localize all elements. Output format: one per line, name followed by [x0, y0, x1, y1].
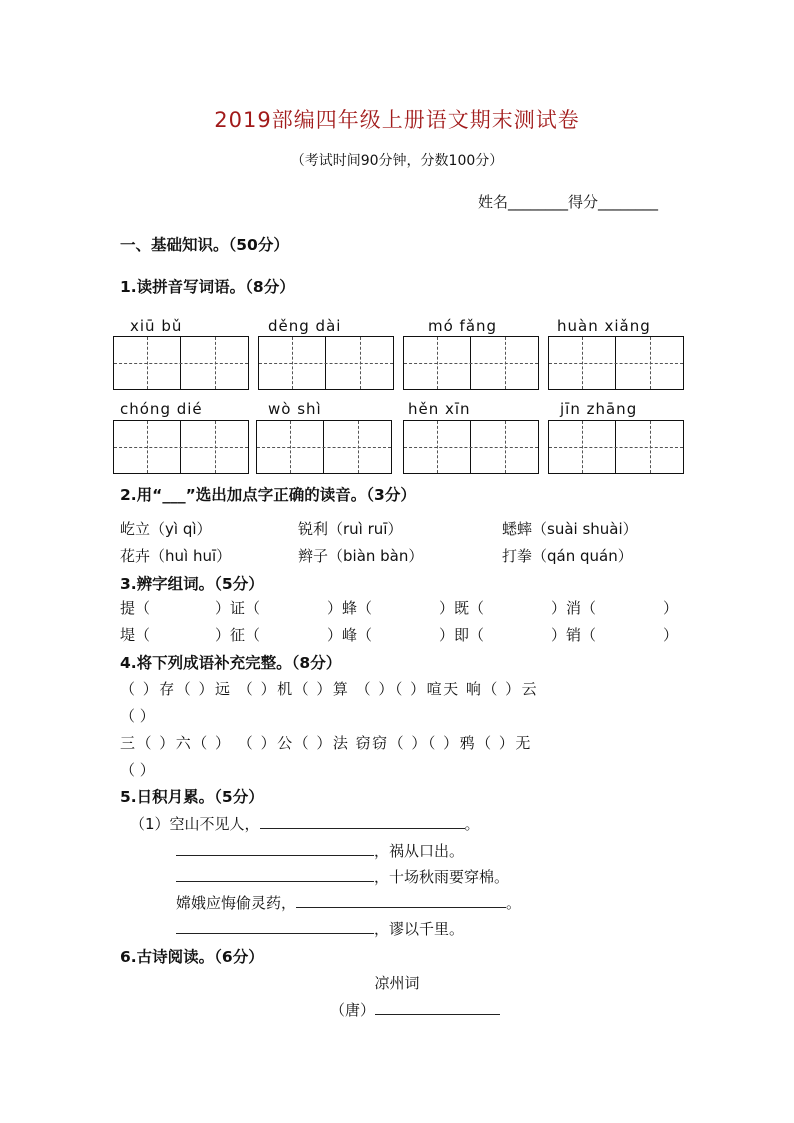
pronunciation-item: 打拳（qán quán） — [502, 547, 633, 565]
writing-grid[interactable] — [113, 336, 249, 390]
q2-heading: 2.用“___”选出加点字正确的读音。（3分） — [120, 486, 416, 504]
pinyin-label: xiū bǔ — [130, 317, 183, 335]
answer-blank[interactable] — [296, 892, 506, 908]
pronunciation-item: 蟋蟀（suài shuài） — [502, 520, 638, 538]
fill-line — [176, 892, 521, 913]
page-title: 2019部编四年级上册语文期末测试卷 — [214, 108, 580, 132]
pronunciation-item: 花卉（huì huī） — [120, 547, 232, 565]
word-pair: 堤（ — [120, 626, 151, 644]
pinyin-label: děng dài — [268, 317, 342, 335]
word-pair: ）证（ — [215, 599, 261, 617]
writing-grid[interactable] — [256, 420, 392, 474]
word-pair: 提（ — [120, 599, 151, 617]
word-pair: ） — [663, 626, 679, 644]
fill-line — [130, 813, 480, 834]
pinyin-label: chóng dié — [120, 400, 203, 418]
fill-line — [176, 918, 464, 939]
q3-heading: 3.辨字组词。（5分） — [120, 575, 264, 593]
answer-blank[interactable] — [176, 866, 374, 882]
writing-grid[interactable] — [548, 336, 684, 390]
word-pair: ）蜂（ — [327, 599, 373, 617]
pronunciation-item: 屹立（yì qì） — [120, 520, 212, 538]
name-score-field: 姓名________得分________ — [478, 193, 659, 211]
word-pair: ）即（ — [439, 626, 485, 644]
fill-prefix: 嫦娥应悔偷灵药， — [176, 894, 297, 912]
q4-heading: 4.将下列成语补充完整。（8分） — [120, 654, 342, 672]
writing-grid[interactable] — [548, 420, 684, 474]
answer-blank[interactable] — [176, 918, 374, 934]
q1-heading: 1.读拼音写词语。（8分） — [120, 278, 295, 296]
pronunciation-item: 辫子（biàn bàn） — [298, 547, 424, 565]
pinyin-label: mó fǎng — [428, 317, 498, 335]
poem-title: 凉州词 — [374, 974, 420, 992]
writing-grid[interactable] — [113, 420, 249, 474]
pinyin-label: huàn xiǎng — [557, 317, 651, 335]
idiom-line: 三（ ）六（ ） （ ）公（ ）法 窃窃（ ）（ ）鸦（ ）无 — [120, 734, 532, 752]
fill-suffix: 。 — [506, 894, 522, 912]
writing-grid[interactable] — [403, 420, 539, 474]
fill-suffix: ，谬以千里。 — [374, 920, 465, 938]
pinyin-label: hěn xīn — [408, 400, 471, 418]
word-pair: ） — [663, 599, 679, 617]
section-1-heading: 一、基础知识。（50分） — [120, 236, 289, 254]
q5-heading: 5.日积月累。（5分） — [120, 788, 264, 806]
fill-suffix: ，十场秋雨要穿棉。 — [374, 868, 510, 886]
answer-blank[interactable] — [260, 813, 465, 829]
exam-info: （考试时间90分钟，分数100分） — [290, 153, 504, 169]
fill-suffix: 。 — [464, 815, 480, 833]
fill-line — [176, 866, 509, 887]
author-blank[interactable] — [375, 999, 500, 1015]
idiom-line: （ ）存（ ）远 （ ）机（ ）算 （ ）（ ）喧天 响（ ）云 — [120, 680, 539, 698]
poem-author-line — [330, 999, 500, 1020]
dynasty-label: （唐） — [330, 1001, 376, 1019]
fill-prefix: （1）空山不见人， — [130, 815, 260, 833]
fill-suffix: ，祸从口出。 — [374, 842, 465, 860]
word-pair: ）消（ — [551, 599, 597, 617]
word-pair: ）销（ — [551, 626, 597, 644]
word-pair: ）既（ — [439, 599, 485, 617]
word-pair: ）征（ — [215, 626, 261, 644]
q6-heading: 6.古诗阅读。（6分） — [120, 948, 264, 966]
pronunciation-item: 锐利（ruì ruī） — [298, 520, 403, 538]
pinyin-label: wò shì — [268, 400, 322, 418]
pinyin-label: jīn zhāng — [560, 400, 638, 418]
word-pair: ）峰（ — [327, 626, 373, 644]
fill-line — [176, 840, 464, 861]
idiom-line: （ ） — [120, 707, 155, 725]
answer-blank[interactable] — [176, 840, 374, 856]
idiom-line: （ ） — [120, 761, 155, 779]
writing-grid[interactable] — [258, 336, 394, 390]
writing-grid[interactable] — [403, 336, 539, 390]
